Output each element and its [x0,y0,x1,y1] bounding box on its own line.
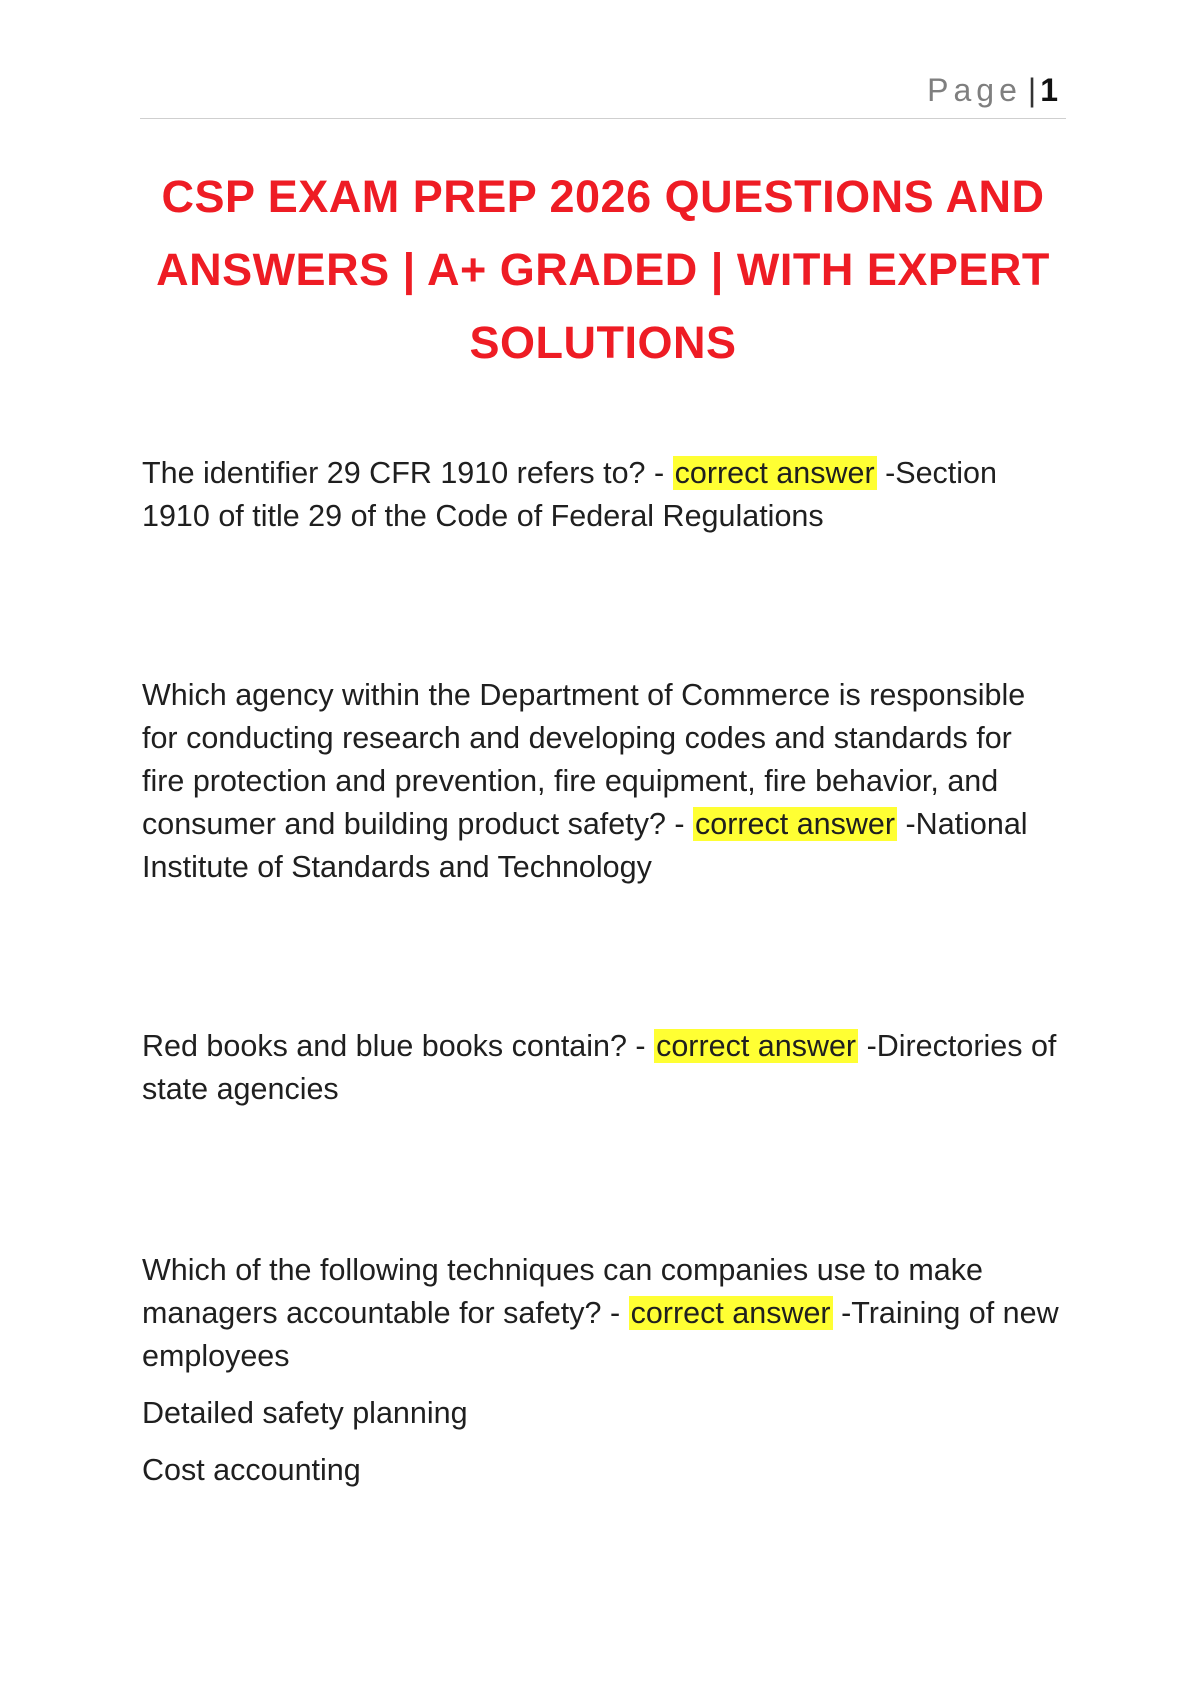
qa-main-line [142,1249,1062,1378]
answer-extra-line: Detailed safety planning [142,1396,468,1430]
qa-item [142,674,1062,889]
qa-item [142,1249,1062,1492]
answer-extra-line: Cost accounting [142,1453,361,1487]
correct-answer-highlight: correct answer [630,1296,831,1330]
document-title: CSP EXAM PREP 2026 QUESTIONS AND ANSWERS | A+ GRADED | WITH EXPERT SOLUTIONS [156,171,1050,368]
answer-text: -Training of new employees [142,1296,1059,1373]
answer-text: -Directories of state agencies [142,1029,1057,1106]
correct-answer-highlight: correct answer [656,1029,857,1063]
page-header [140,72,1066,119]
qa-item [142,452,1062,538]
question-text: Red books and blue books contain? - [142,1029,655,1063]
correct-answer-highlight: correct answer [695,807,896,841]
page-separator: | [1027,72,1037,108]
answer-text: -Section 1910 of title 29 of the Code of Federal Regulations [142,456,997,533]
page-label: Page [927,72,1022,108]
page-number: 1 [1040,72,1058,108]
question-text: The identifier 29 CFR 1910 refers to? - [142,456,673,490]
correct-answer-highlight: correct answer [674,456,875,490]
question-text: Which of the following techniques can companies use to make managers accountable for safety? - [142,1253,983,1330]
qa-item [142,1025,1062,1111]
answer-text: -National Institute of Standards and Technology [142,807,1028,884]
question-text: Which agency within the Department of Commerce is responsible for conducting research and developing codes and standards for fire protection and prevention, fire equipment, fire behavior, and consumer and building product safety? - [142,678,1026,841]
